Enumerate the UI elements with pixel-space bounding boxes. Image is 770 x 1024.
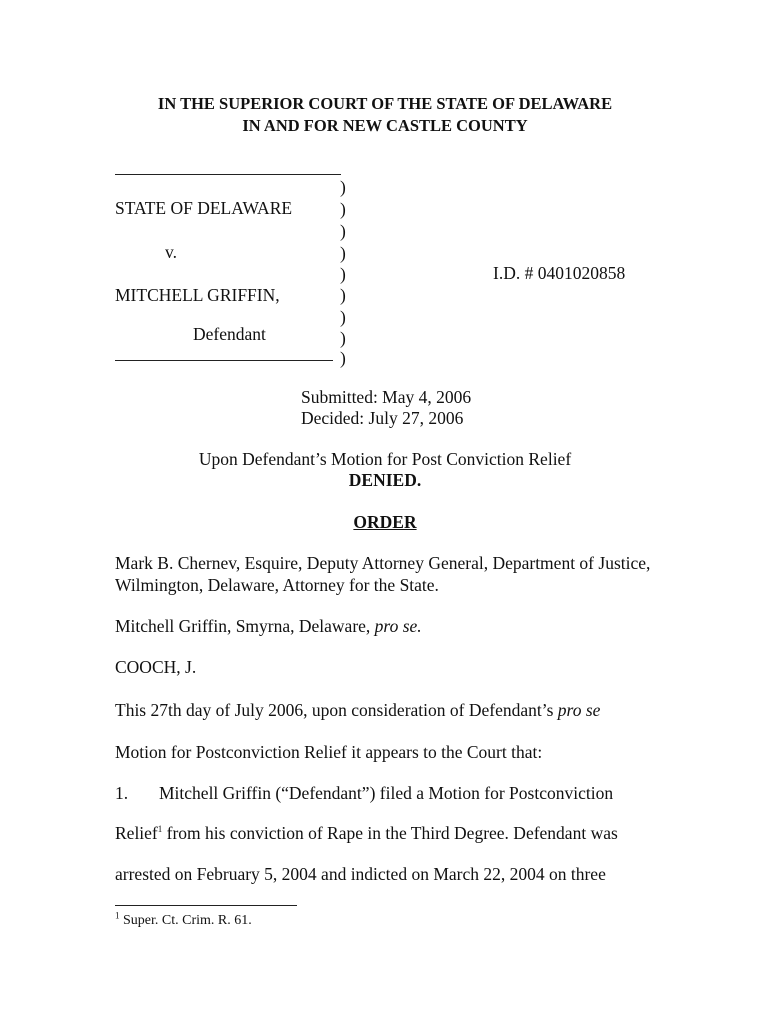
caption-defendant: MITCHELL GRIFFIN, (115, 285, 280, 305)
defendant-pro-se: pro se. (374, 616, 422, 636)
submitted-date: Submitted: May 4, 2006 (301, 387, 472, 407)
decided-date: Decided: July 27, 2006 (301, 408, 464, 428)
footnote-rule (115, 905, 297, 906)
paragraph1-line1: Mitchell Griffin (“Defendant”) filed a Motion for Postconviction (159, 783, 614, 803)
state-counsel-line1: Mark B. Chernev, Esquire, Deputy Attorney General, Department of Justice, (115, 553, 651, 573)
footnote (115, 910, 252, 929)
footnote-ref[interactable]: 1 (157, 824, 163, 835)
paragraph1-line2 (115, 823, 618, 844)
caption-paren: ) (340, 328, 346, 348)
caption-top-rule (115, 174, 341, 175)
case-id: I.D. # 0401020858 (493, 263, 626, 283)
paragraph1-line2-text: from his conviction of Rape in the Third Degree. Defendant was (162, 823, 618, 843)
caption-paren: ) (340, 221, 346, 241)
caption-paren: ) (340, 199, 346, 219)
caption-defendant-role: Defendant (193, 324, 266, 344)
footnote-text: Super. Ct. Crim. R. 61. (119, 913, 252, 928)
order-heading: ORDER (353, 512, 417, 532)
motion-title: Upon Defendant’s Motion for Post Conviction Relief (198, 449, 572, 469)
court-title-line2: IN AND FOR NEW CASTLE COUNTY (242, 116, 528, 135)
caption-versus: v. (165, 242, 177, 262)
caption-paren: ) (340, 177, 346, 197)
caption-paren: ) (340, 348, 346, 368)
paragraph1-relief: Relief (115, 823, 158, 843)
caption-plaintiff: STATE OF DELAWARE (115, 198, 293, 218)
caption-paren: ) (340, 243, 346, 263)
caption-paren: ) (340, 307, 346, 327)
caption-paren: ) (340, 285, 346, 305)
intro-pro-se: pro se (557, 700, 601, 720)
judge-name: COOCH, J. (115, 657, 197, 677)
caption-paren: ) (340, 264, 346, 284)
defendant-counsel-text: Mitchell Griffin, Smyrna, Delaware, (115, 616, 375, 636)
caption-bottom-rule (115, 360, 333, 361)
intro-line1 (115, 700, 600, 721)
state-counsel-line2: Wilmington, Delaware, Attorney for the State. (115, 575, 439, 595)
motion-result: DENIED. (348, 470, 422, 490)
intro-text: This 27th day of July 2006, upon consideration of Defendant’s (115, 700, 558, 720)
paragraph1-line3: arrested on February 5, 2004 and indicted on March 22, 2004 on three (115, 864, 606, 884)
paragraph-number: 1. (115, 783, 129, 803)
footnote-number: 1 (115, 910, 120, 921)
court-title-line1: IN THE SUPERIOR COURT OF THE STATE OF DELAWARE (157, 94, 613, 113)
intro-line2: Motion for Postconviction Relief it appears to the Court that: (115, 742, 543, 762)
defendant-counsel (115, 616, 422, 637)
